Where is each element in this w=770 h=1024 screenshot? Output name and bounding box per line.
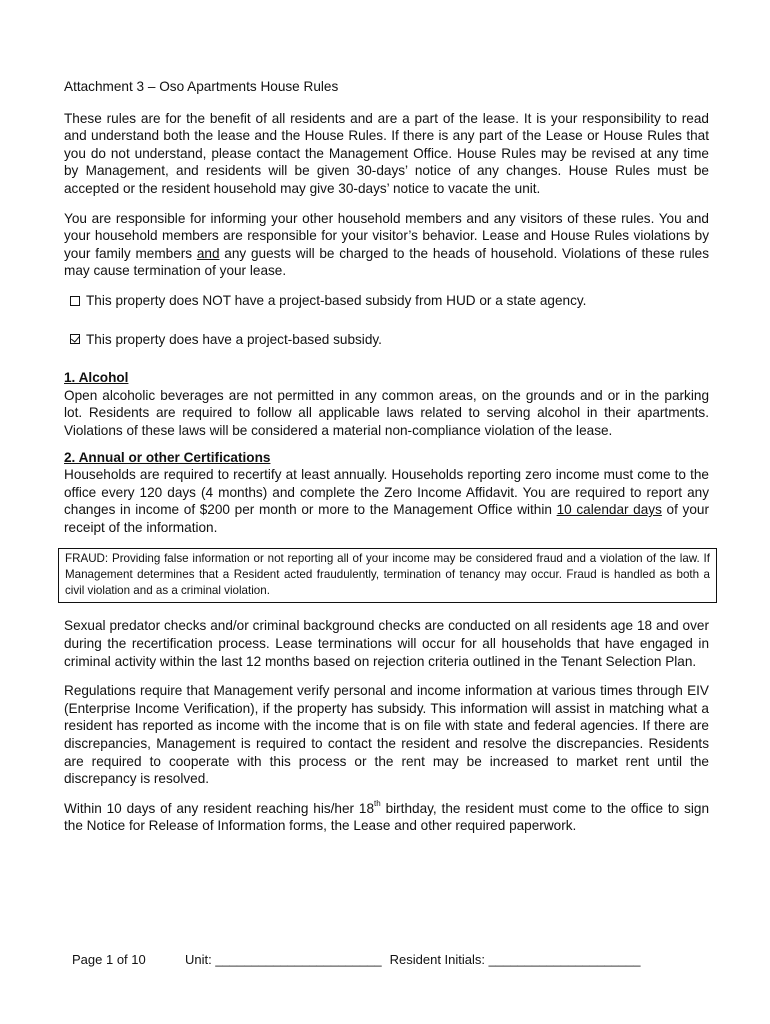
background-check-paragraph: Sexual predator checks and/or criminal background checks are conducted on all residents age 18 and over during the recertification process. Lease terminations will occur for all households that have engaged in criminal activity within the last 12 months based on rejection criteria outlined in the Tenant Selection Plan. bbox=[64, 618, 709, 669]
checkbox-empty-icon[interactable] bbox=[70, 296, 80, 306]
section-heading-certifications: 2. Annual or other Certifications bbox=[64, 449, 271, 465]
subsidy-label: This property does have a project-based subsidy. bbox=[86, 331, 382, 347]
fraud-notice-box: FRAUD: Providing false information or not reporting all of your income may be considered fraud and a violation of the law. If Management determines that a Resident acted fraudulently, termination of tenancy may occur. Fraud is handled as both a civil violation and as a criminal violation. bbox=[58, 548, 717, 603]
underlined-and: and bbox=[196, 245, 220, 261]
birthday-paragraph: Within 10 days of any resident reaching his/her 18th birthday, the resident must come to the office to sign the Notice for Release of Information forms, the Lease and other required paperwork. bbox=[64, 799, 710, 834]
underlined-calendar-days: 10 calendar days bbox=[556, 502, 662, 518]
no-subsidy-option[interactable] bbox=[70, 292, 709, 310]
unit-field[interactable]: Unit: _______________________ bbox=[185, 952, 382, 967]
page-number: Page 1 of 10 bbox=[72, 952, 146, 967]
certifications-paragraph: Households are required to recertify at least annually. Households reporting zero income must come to the office every 120 days (4 months) and complete the Zero Income Affidavit. You are required to report any changes in income of $200 per month or more to the Management Office within 10 calendar days of your receipt of the information. bbox=[64, 467, 709, 535]
document-title: Attachment 3 – Oso Apartments House Rules bbox=[64, 79, 339, 94]
section-heading-alcohol: 1. Alcohol bbox=[64, 370, 129, 386]
responsibility-paragraph: You are responsible for informing your other household members and any visitors of these rules. You and your household members are responsible for your visitor’s behavior. Lease and House Rules violations by your family members and any guests will be charged to the heads of household. Violations of these rules may cause termination of your lease. bbox=[64, 210, 709, 279]
alcohol-paragraph: Open alcoholic beverages are not permitted in any common areas, on the grounds and or in the parking lot. Residents are required to follow all applicable laws related to serving alcohol in their apartments. Violations of these laws will be considered a material non-compliance violation of the lease. bbox=[64, 387, 709, 438]
checkbox-checked-icon[interactable] bbox=[70, 334, 80, 344]
subsidy-option[interactable] bbox=[70, 331, 709, 349]
eiv-paragraph: Regulations require that Management verify personal and income information at various times through EIV (Enterprise Income Verification), if the property has subsidy. This information will assist in matching what a resident has reported as income with the income that is on file with state and federal agencies. If there are discrepancies, Management is required to contact the resident and resolve the discrepancies. Residents are required to cooperate with this process or the rent may be increased to market rent until the discrepancy is resolved. bbox=[64, 683, 709, 787]
no-subsidy-label: This property does NOT have a project-based subsidy from HUD or a state agency. bbox=[86, 292, 587, 308]
page-footer bbox=[72, 951, 732, 969]
intro-paragraph: These rules are for the benefit of all residents and are a part of the lease. It is your responsibility to read and understand both the lease and the House Rules. If there is any part of the Lease or House Rules that you do not understand, please contact the Management Office. House Rules may be revised at any time by Management, and residents will be given 30-days’ notice of any changes. House Rules must be accepted or the resident household may give 30-days’ notice to vacate the unit. bbox=[64, 110, 709, 196]
resident-initials-field[interactable]: Resident Initials: _____________________ bbox=[389, 952, 641, 967]
document-body bbox=[64, 78, 709, 835]
